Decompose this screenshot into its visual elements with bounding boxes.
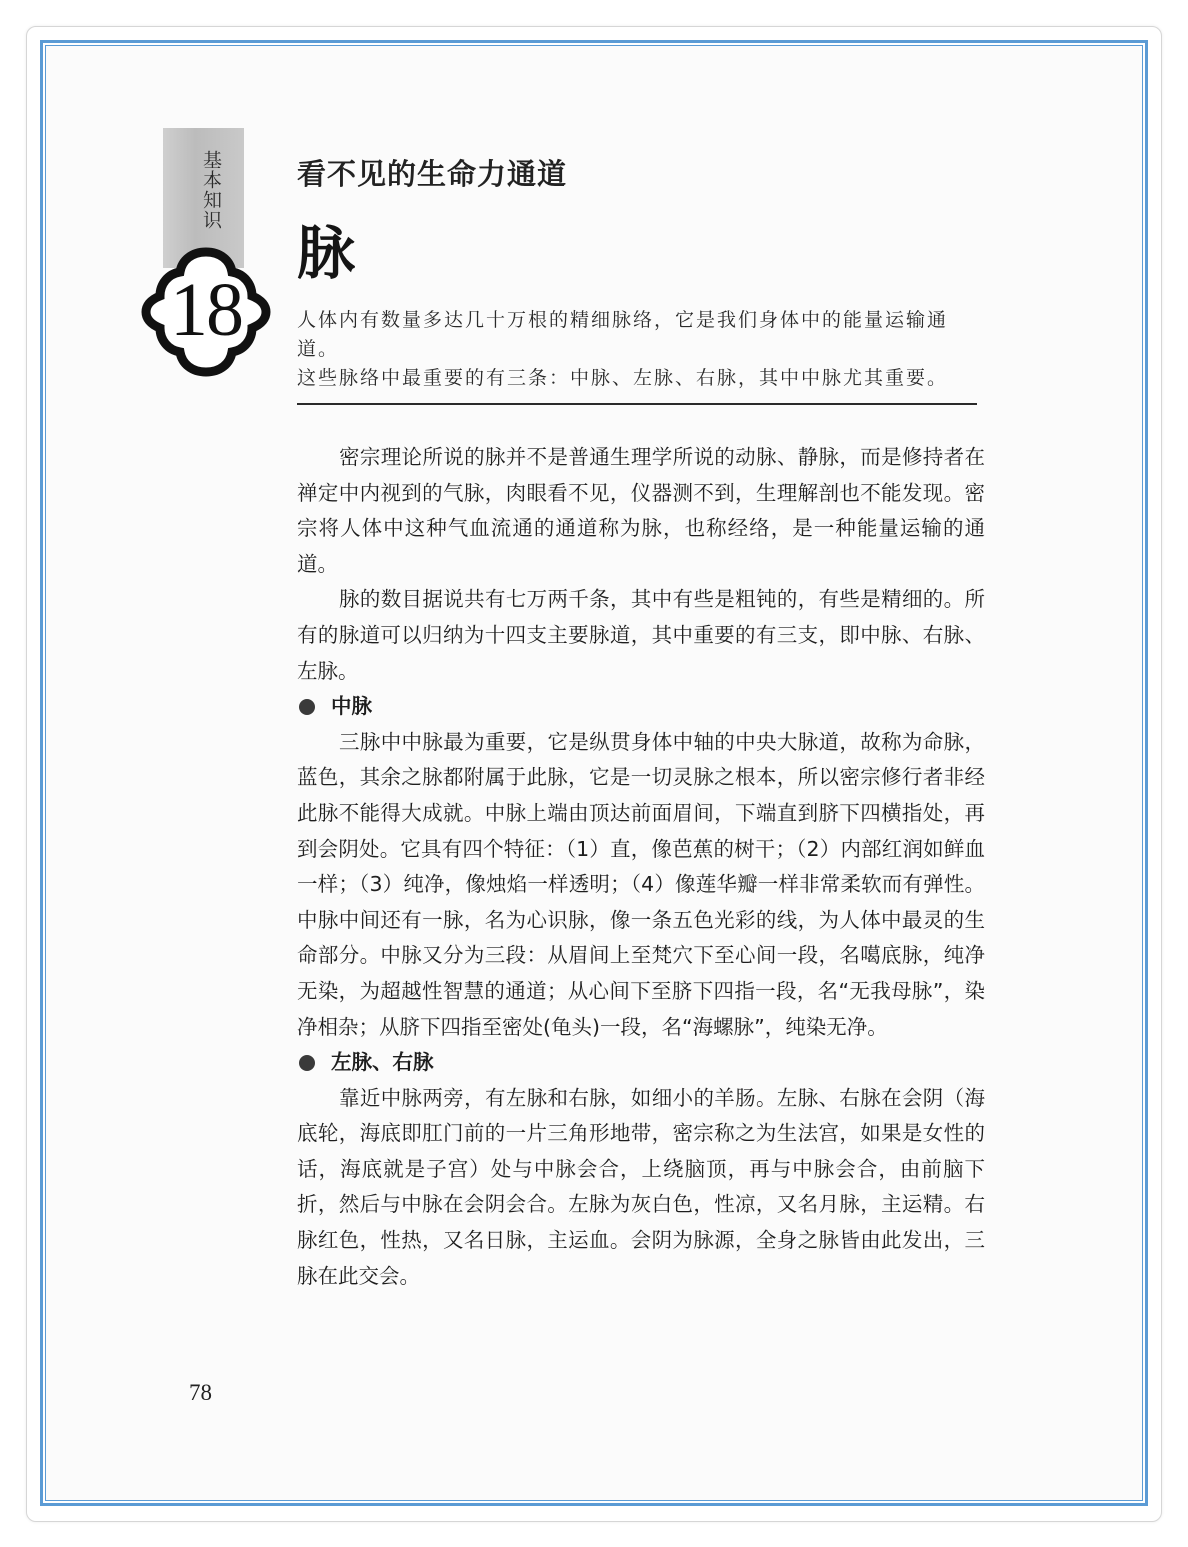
- bullet-icon: [299, 699, 315, 715]
- section-heading-label: 左脉、右脉: [331, 1050, 434, 1075]
- paragraph: 脉的数目据说共有七万两千条，其中有些是粗钝的，有些是精细的。所有的脉道可以归纳为十四支主要脉道，其中重要的有三支，即中脉、右脉、左脉。: [297, 587, 985, 683]
- body-text: [297, 440, 985, 1294]
- chapter-title: 脉: [297, 219, 356, 287]
- intro-line: 这些脉络中最重要的有三条：中脉、左脉、右脉，其中中脉尤其重要。: [297, 367, 949, 389]
- section-heading-side: [297, 1045, 985, 1081]
- paragraph: 三脉中中脉最为重要，它是纵贯身体中轴的中央大脉道，故称为命脉，蓝色，其余之脉都附属于此脉，它是一切灵脉之根本，所以密宗修行者非经此脉不能得大成就。中脉上端由顶达前面眉间，下端直到脐下四横指处，再到会阴处。它具有四个特征：（1）直，像芭蕉的树干；（2）内部红润如鲜血一样；（3）纯净，像烛焰一样透明；（4）像莲华瓣一样非常柔软而有弹性。中脉中间还有一脉，名为心识脉，像一条五色光彩的线，为人体中最灵的生命部分。中脉又分为三段：从眉间上至梵穴下至心间一段，名噶底脉，纯净无染，为超越性智慧的通道；从心间下至脐下四指一段，名“无我母脉”，染净相杂；从脐下四指至密处(龟头)一段，名“海螺脉”，纯染无净。: [297, 729, 985, 1039]
- paragraph: 靠近中脉两旁，有左脉和右脉，如细小的羊肠。左脉、右脉在会阴（海底轮，海底即肛门前的一片三角形地带，密宗称之为生法宫，如果是女性的话，海底就是子宫）处与中脉会合，上绕脑顶，再与中脉会合，由前脑下折，然后与中脉在会阴会合。左脉为灰白色，性凉，又名月脉，主运精。右脉红色，性热，又名日脉，主运血。会阴为脉源，全身之脉皆由此发出，三脉在此交会。: [297, 1085, 985, 1288]
- chapter-number: 18: [170, 268, 242, 352]
- chapter-subtitle: 看不见的生命力通道: [297, 157, 568, 191]
- page-number: 78: [189, 1380, 212, 1405]
- bullet-icon: [299, 1055, 315, 1071]
- section-heading-central: [297, 689, 985, 725]
- divider: [297, 403, 977, 405]
- section-heading-label: 中脉: [331, 694, 372, 719]
- chapter-intro: [297, 306, 987, 393]
- section-label: 基本知识: [200, 150, 222, 230]
- paragraph: 密宗理论所说的脉并不是普通生理学所说的动脉、静脉，而是修持者在禅定中内视到的气脉，肉眼看不见，仪器测不到，生理解剖也不能发现。密宗将人体中这种气血流通的通道称为脉，也称经络，是一种能量运输的通道。: [297, 445, 985, 576]
- intro-line: 人体内有数量多达几十万根的精细脉络，它是我们身体中的能量运输通道。: [297, 309, 949, 360]
